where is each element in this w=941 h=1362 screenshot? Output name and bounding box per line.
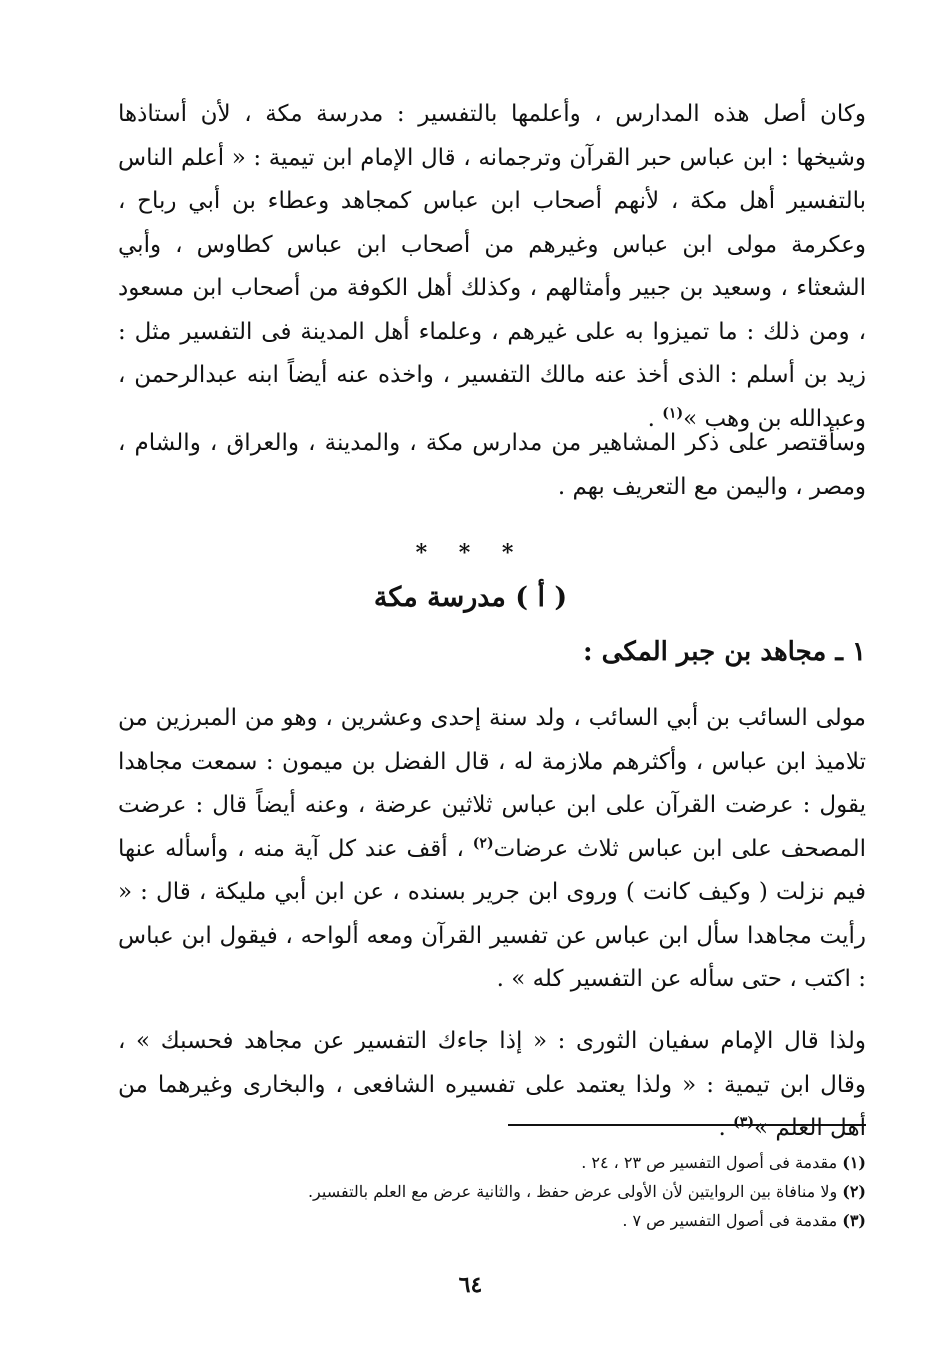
footnote-1 [200, 1148, 866, 1177]
paragraph-thawri-quote [118, 1020, 866, 1151]
paragraph-text: وكان أصل هذه المدارس ، وأعلمها بالتفسير : مدرسة مكة ، لأن أستاذها وشيخها : ابن عباس حبر القرآن وترجمانه ، قال الإمام ابن تيمية : « أعلم الناس بالتفسير أهل مكة ، لأنهم أصحاب ابن عباس كمجاهد وعطاء بن أبي رباح ، وعكرمة مولى ابن عباس وغيرهم من أصحاب ابن عباس كطاوس ، وأبي الشعثاء ، وسعيد بن جبير وأمثالهم ، وكذلك أهل الكوفة من أصحاب ابن مسعود ، ومن ذلك : ما تميزوا به على غيرهم ، وعلماء أهل المدينة فى التفسير مثل : زيد بن أسلم : الذى أخذ عنه مالك التفسير ، واخذه عنه أيضاً ابنه عبدالرحمن ، وعبدالله بن وهب » [118, 101, 866, 432]
footnote-ref-1: (١) [662, 404, 684, 421]
footnote-number: (١) [842, 1153, 866, 1172]
footnote-text: مقدمة فى أصول التفسير ص ٢٣ ، ٢٤ . [581, 1153, 843, 1172]
paragraph-text: ولذا قال الإمام سفيان الثورى : « إذا جاءك التفسير عن مجاهد فحسبك » ، وقال ابن تيمية : « ولذا يعتمد على تفسيره الشافعى ، والبخارى وغيرهما من أهل العلم » [118, 1028, 866, 1141]
footnote-3 [200, 1206, 866, 1235]
paragraph-end: . [718, 1115, 734, 1141]
footnote-text: مقدمة فى أصول التفسير ص ٧ . [622, 1211, 843, 1230]
paragraph-end: . [647, 405, 663, 432]
footnote-separator [508, 1124, 866, 1126]
footnotes [200, 1148, 866, 1235]
paragraph-madrasa-intro [118, 93, 866, 441]
section-divider-stars: * * * [415, 540, 526, 566]
paragraph-text: مولى السائب بن أبي السائب ، ولد سنة إحدى وعشرين ، وهو من المبرزين من تلاميذ ابن عباس ، وأكثرهم ملازمة له ، قال الفضل بن ميمون : سمعت مجاهدا يقول : عرضت القرآن على ابن عباس ثلاثين عرضة ، وعنه أيضاً قال : عرضت المصحف على ابن عباس ثلاث عرضات [118, 705, 867, 862]
footnote-number: (٢) [842, 1182, 866, 1201]
footnote-text: ولا منافاة بين الروايتين لأن الأولى عرض حفظ ، والثانية عرض مع العلم بالتفسير. [307, 1182, 843, 1201]
paragraph-scope: وسأقتصر على ذكر المشاهير من مدارس مكة ، والمدينة ، والعراق ، والشام ، ومصر ، واليمن مع التعريف بهم . [118, 430, 866, 500]
subsection-heading: ١ ـ مجاهد بن جبر المكى : [583, 637, 866, 667]
page-number: ٦٤ [458, 1272, 483, 1298]
footnote-ref-3: (٣) [733, 1114, 754, 1131]
footnote-number: (٣) [842, 1211, 866, 1230]
paragraph-text-continued: ، أقف عند كل آية منه ، وأسأله عنها فيم نزلت ( وكيف كانت ) وروى ابن جرير بسنده ، عن ابن أبي مليكة ، قال : « رأيت مجاهدا سأل ابن عباس عن تفسير القرآن ومعه ألواحه ، فيقول ابن عباس : اكتب ، حتى سأله عن التفسير كله » . [118, 835, 866, 992]
footnote-2 [200, 1177, 866, 1206]
section-heading: ( أ ) مدرسة مكة [373, 582, 568, 613]
paragraph-mujahid-bio [118, 697, 866, 1002]
footnote-ref-2: (٢) [472, 834, 494, 851]
